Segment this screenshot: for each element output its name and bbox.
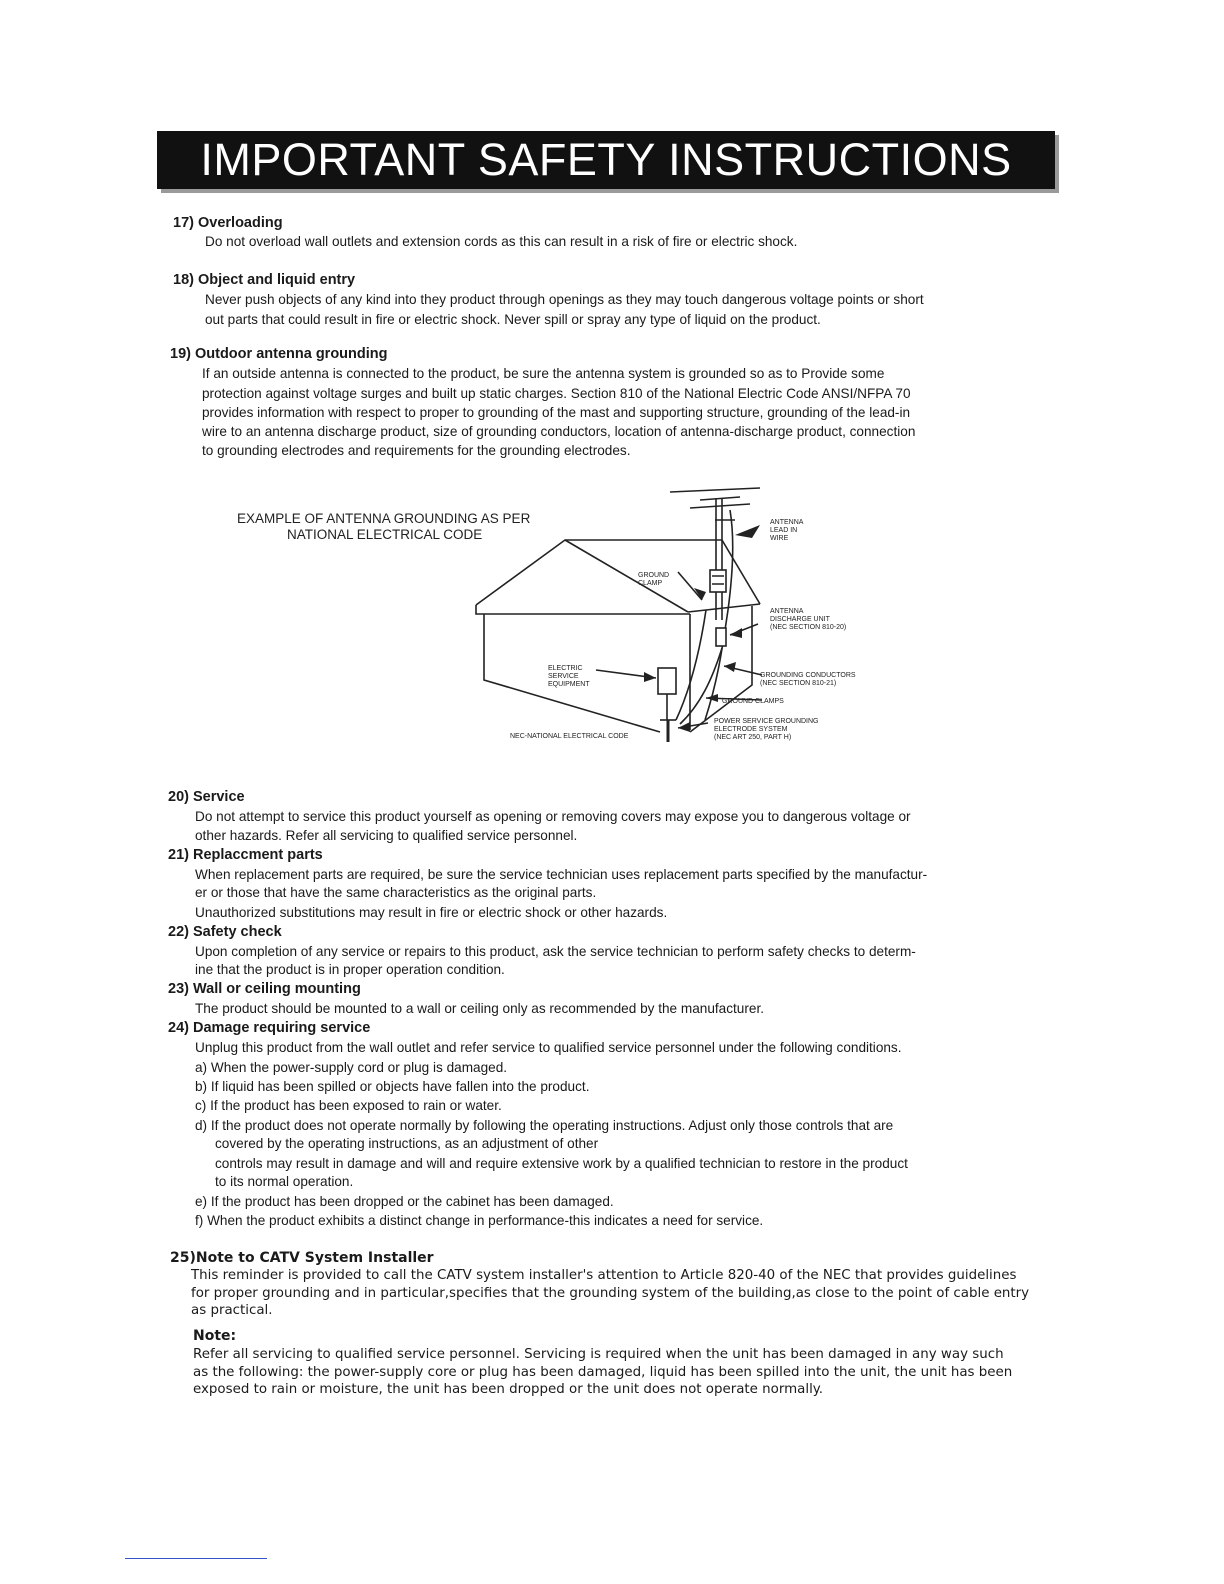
- item-19-title: 19) Outdoor antenna grounding: [170, 346, 388, 362]
- label-electric-service-equipment: ELECTRIC SERVICE EQUIPMENT: [548, 665, 590, 688]
- item-19-line-4: wire to an antenna discharge product, size of grounding conductors, location of antenna-discharge product, connection: [202, 424, 916, 439]
- item-19-line-3: provides information with respect to proper to grounding of the mast and supporting structure, grounding of the lead-in: [202, 405, 911, 420]
- item-21-title: 21) Replaccment parts: [168, 847, 323, 863]
- diagram-title-line-2: NATIONAL ELECTRICAL CODE: [287, 527, 483, 542]
- item-22-line-2: ine that the product is in proper operation condition.: [195, 962, 505, 977]
- note-line-2: as the following: the power-supply core or plug has been damaged, liquid has been spilled into the unit, the unit has been: [193, 1365, 1013, 1380]
- item-24-sub-d-cont-3: to its normal operation.: [215, 1174, 354, 1189]
- item-25-title: 25)Note to CATV System Installer: [170, 1250, 434, 1266]
- item-24-sub-f: f) When the product exhibits a distinct change in performance-this indicates a need for service.: [195, 1213, 764, 1228]
- item-21-line-1: When replacement parts are required, be sure the service technician uses replacement parts specified by the manufactur-: [195, 867, 928, 882]
- item-24-sub-a: a) When the power-supply cord or plug is damaged.: [195, 1060, 508, 1075]
- item-24-line-1: Unplug this product from the wall outlet and refer service to qualified service personnel under the following conditions.: [195, 1040, 902, 1055]
- item-19-line-5: to grounding electrodes and requirements for the grounding electrodes.: [202, 443, 631, 458]
- item-20-line-1: Do not attempt to service this product yourself as opening or removing covers may expose you to dangerous voltage or: [195, 809, 911, 824]
- item-24-sub-e: e) If the product has been dropped or the cabinet has been damaged.: [195, 1194, 614, 1209]
- label-ground-clamps: GROUND CLAMPS: [722, 698, 784, 705]
- item-18-title: 18) Object and liquid entry: [173, 272, 356, 288]
- item-19-line-2: protection against voltage surges and built up static charges. Section 810 of the National Electric Code ANSI/NFPA 70: [202, 386, 911, 401]
- item-25-line-1: This reminder is provided to call the CATV system installer's attention to Article 820-40 of the NEC that provides guidelines: [191, 1268, 1017, 1283]
- item-21-line-3: Unauthorized substitutions may result in fire or electric shock or other hazards.: [195, 905, 668, 920]
- item-23-title: 23) Wall or ceiling mounting: [168, 981, 361, 997]
- item-25-line-3: as practical.: [191, 1303, 273, 1318]
- label-grounding-conductors: GROUNDING CONDUCTORS (NEC SECTION 810-21): [760, 672, 856, 687]
- item-17-line-1: Do not overload wall outlets and extension cords as this can result in a risk of fire or electric shock.: [205, 234, 798, 249]
- item-24-sub-d: d) If the product does not operate normally by following the operating instructions. Adjust only those controls that are: [195, 1118, 894, 1133]
- item-21-line-2: er or those that have the same characteristics as the original parts.: [195, 885, 597, 900]
- label-ground-clamp: GROUND CLAMP: [638, 572, 670, 587]
- page-title-banner: [157, 131, 1055, 189]
- item-24-sub-d-cont-2: controls may result in damage and will and require extensive work by a qualified technician to restore in the product: [215, 1156, 908, 1171]
- diagram-title-line-1: EXAMPLE OF ANTENNA GROUNDING AS PER: [237, 511, 531, 526]
- footer-rule: [125, 1558, 267, 1559]
- item-19-line-1: If an outside antenna is connected to the product, be sure the antenna system is grounded so as to Provide some: [202, 366, 885, 381]
- item-24-sub-c: c) If the product has been exposed to rain or water.: [195, 1098, 502, 1113]
- label-nec: NEC-NATIONAL ELECTRICAL CODE: [510, 733, 629, 740]
- item-24-title: 24) Damage requiring service: [168, 1020, 371, 1036]
- note-line-3: exposed to rain or moisture, the unit has been dropped or the unit does not operate normally.: [193, 1382, 824, 1397]
- page-title: IMPORTANT SAFETY INSTRUCTIONS: [200, 134, 1012, 185]
- note-line-1: Refer all servicing to qualified service personnel. Servicing is required when the unit has been damaged in any way such: [193, 1347, 1004, 1362]
- item-20-title: 20) Service: [168, 789, 245, 805]
- item-17-title: 17) Overloading: [173, 215, 283, 231]
- antenna-grounding-diagram: [0, 480, 1224, 810]
- note-title: Note:: [193, 1328, 237, 1344]
- label-antenna-discharge-unit: ANTENNA DISCHARGE UNIT (NEC SECTION 810-20): [770, 608, 847, 631]
- label-power-service-grounding: POWER SERVICE GROUNDING ELECTRODE SYSTEM (NEC ART 250, PART H): [714, 718, 819, 741]
- item-22-title: 22) Safety check: [168, 924, 282, 940]
- label-antenna-lead-in: ANTENNA LEAD IN WIRE: [770, 519, 804, 542]
- item-18-line-2: out parts that could result in fire or electric shock. Never spill or spray any type of liquid on the product.: [205, 312, 821, 327]
- item-18-line-1: Never push objects of any kind into they product through openings as they may touch dangerous voltage points or short: [205, 292, 924, 307]
- item-23-line-1: The product should be mounted to a wall or ceiling only as recommended by the manufacturer.: [195, 1001, 764, 1016]
- item-25-line-2: for proper grounding and in particular,specifies that the grounding system of the building,as close to the point of cable entry: [191, 1286, 1030, 1301]
- item-24-sub-b: b) If liquid has been spilled or objects have fallen into the product.: [195, 1079, 590, 1094]
- item-22-line-1: Upon completion of any service or repairs to this product, ask the service technician to perform safety checks to determ-: [195, 944, 916, 959]
- item-20-line-2: other hazards. Refer all servicing to qualified service personnel.: [195, 828, 578, 843]
- item-24-sub-d-cont-1: covered by the operating instructions, as an adjustment of other: [215, 1136, 599, 1151]
